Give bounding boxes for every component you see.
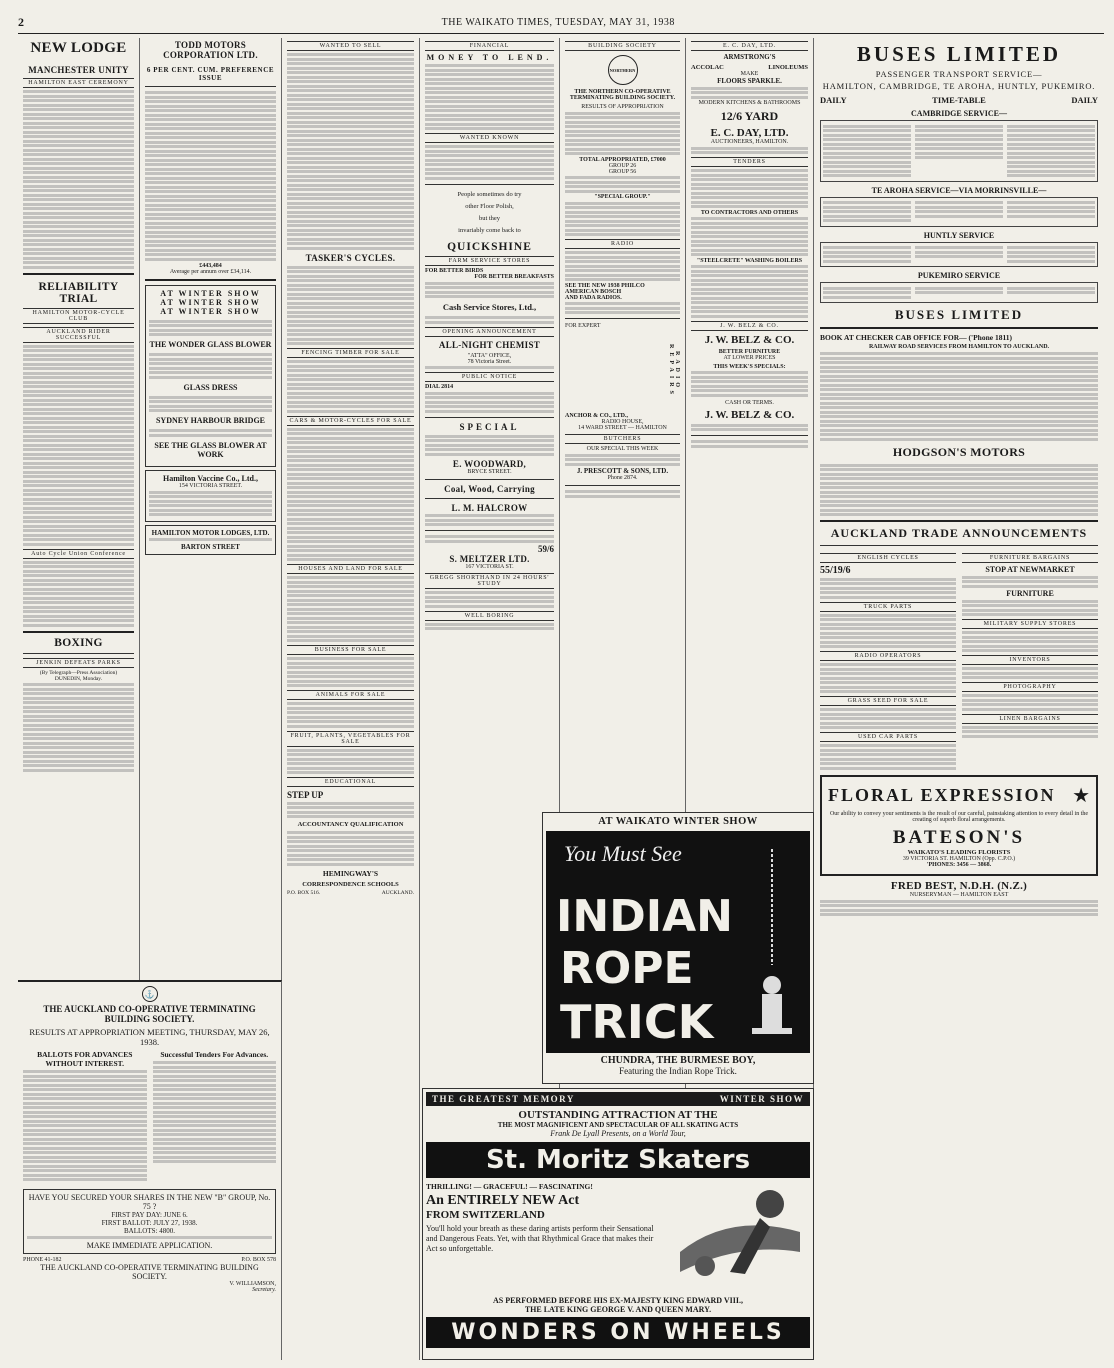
buses-footer: BUSES LIMITED [894, 307, 1024, 322]
polish-line-3: but they [478, 214, 501, 222]
fada-radios: AND FADA RADIOS. [565, 294, 622, 301]
show-line-2: AT WINTER SHOW [160, 297, 261, 307]
steelcrete: "STEELCRETE" WASHING BOILERS [696, 257, 803, 264]
armstrong: ARMSTRONG'S [723, 53, 776, 61]
todd-subhead: 6 PER CENT. CUM. PREFERENCE ISSUE [146, 66, 275, 82]
specials: THIS WEEK'S SPECIALS: [713, 363, 786, 370]
skaters-tagline: THRILLING! — GRACEFUL! — FASCINATING! [426, 1182, 593, 1191]
lodge-subhead: MANCHESTER UNITY [28, 65, 129, 75]
winter-show-ad [145, 285, 276, 467]
auctioneers: AUCTIONEERS, HAMILTON. [710, 139, 789, 145]
auckland-coop-ad [18, 980, 282, 1360]
financial-header: FINANCIAL [425, 41, 554, 51]
coop-williamson: V. WILLIAMSON, [229, 1280, 276, 1287]
correspondence-schools: CORRESPONDENCE SCHOOLS [302, 880, 399, 888]
chundra: CHUNDRA, THE BURMESE BOY, [600, 1055, 756, 1066]
philco: SEE THE NEW 1938 PHILCO [565, 282, 645, 289]
trick-word: TRICK [560, 995, 714, 1049]
todd-avg-profit: Average per annum over £34,114. [169, 268, 252, 275]
polish-line-1: People sometimes do try [457, 190, 522, 198]
trade-announcements: AUCKLAND TRADE ANNOUNCEMENTS [830, 526, 1088, 540]
glass-blower: THE WONDER GLASS BLOWER [149, 340, 272, 349]
pukemiro-service: PUKEMIRO SERVICE [917, 271, 1001, 280]
floors-sparkle: FLOORS SPARKLE. [717, 77, 782, 85]
boxing-headline: BOXING [54, 636, 103, 649]
special-group: "SPECIAL GROUP." [594, 194, 651, 200]
floral-title: FLORAL EXPRESSION [828, 785, 1056, 805]
union-section: Auto Cycle Union Conference [23, 549, 134, 559]
military-stores: MILITARY SUPPLY STORES [962, 619, 1098, 629]
column-classifieds-sale [282, 38, 420, 1360]
fred-best-sub: NURSERYMAN — HAMILTON EAST [909, 892, 1009, 898]
group-26: GROUP 26 [608, 162, 637, 169]
kitchens: MODERN KITCHENS & BATHROOMS [698, 100, 801, 106]
skaters-illustration [660, 1182, 810, 1292]
buses-subtitle-1: PASSENGER TRANSPORT SERVICE— [875, 69, 1043, 79]
see-glass-blower: SEE THE GLASS BLOWER AT WORK [154, 440, 267, 459]
prescott: J. PRESCOTT & SONS, LTD. [576, 467, 669, 475]
reliability-headline: RELIABILITY TRIAL [38, 280, 119, 305]
total-appropriated: TOTAL APPROPRIATED, £7000 [579, 156, 666, 163]
lower-prices: AT LOWER PRICES [723, 354, 776, 361]
performed-before: AS PERFORMED BEFORE HIS EX-MAJESTY KING EDWARD VIII., [492, 1296, 744, 1305]
overcoats-price: 59/6 [537, 544, 554, 554]
coop-phone: PHONE 41-182 [23, 1256, 62, 1263]
vaccine-address: 154 VICTORIA STREET. [178, 482, 243, 489]
lodge-section: HAMILTON EAST CEREMONY [23, 78, 134, 88]
our-special: OUR SPECIAL THIS WEEK [586, 446, 659, 452]
successful-tenders: Successful Tenders For Advances. [160, 1050, 269, 1059]
woodward: E. WOODWARD, [452, 458, 527, 469]
first-pay-day: FIRST PAY DAY: JUNE 6. [111, 1210, 188, 1219]
timetable-label: TIME-TABLE [932, 95, 986, 105]
contractors: TO CONTRACTORS AND OTHERS [700, 209, 799, 216]
show-line-3: AT WINTER SHOW [160, 306, 261, 316]
educational-header: EDUCATIONAL [287, 777, 414, 787]
sydney-bridge: SYDNEY HARBOUR BRIDGE [155, 416, 266, 425]
show-line-1: AT WINTER SHOW [160, 288, 261, 298]
belz-name-2: J. W. BELZ & CO. [704, 408, 795, 421]
from-switzerland: FROM SWITZERLAND [426, 1209, 545, 1221]
inventors: INVENTORS [962, 655, 1098, 665]
meltzer: S. MELTZER LTD. [449, 554, 530, 564]
skaters-ad [422, 1088, 814, 1360]
buses-subtitle-2: HAMILTON, CAMBRIDGE, TE AROHA, HUNTLY, PUKEMIRO. [822, 81, 1096, 91]
daily-left: DAILY [820, 95, 847, 105]
coop-results: RESULTS AT APPROPRIATION MEETING, THURSDAY, MAY 26, 1938. [29, 1027, 270, 1047]
truck-parts: TRUCK PARTS [820, 602, 956, 612]
indian-rope-panel [546, 831, 810, 1053]
new-group-ad [23, 1189, 276, 1254]
reliability-section: HAMILTON MOTOR-CYCLE CLUB [23, 308, 134, 324]
tenders-header: TENDERS [691, 157, 808, 167]
cambridge-service: CAMBRIDGE SERVICE— [911, 109, 1007, 118]
price-per-yard: 12/6 YARD [720, 109, 779, 123]
at-winter-show: AT WAIKATO WINTER SHOW [598, 816, 758, 827]
todd-headline: TODD MOTORS CORPORATION LTD. [163, 40, 258, 60]
boxing-section: JENKIN DEFEATS PARKS [23, 658, 134, 668]
cash-service: Cash Service Stores, Ltd., [442, 302, 537, 312]
public-notice-header: PUBLIC NOTICE [425, 372, 554, 382]
hodgson-motors: HODGSON'S MOTORS [892, 444, 1026, 459]
coop-po-box: P.O. BOX 578 [241, 1256, 276, 1263]
accountancy: ACCOUNTANCY QUALIFICATION [297, 821, 404, 828]
northern-badge-text: NORTHERN [609, 67, 636, 73]
grass-seed: GRASS SEED FOR SALE [820, 696, 956, 706]
buses-title: BUSES LIMITED [856, 42, 1062, 66]
ec-day-name: E. C. DAY, LTD. [710, 127, 789, 139]
polish-line-4: invariably come back to [458, 226, 521, 234]
motor-lodges-ad [145, 525, 276, 555]
better-birds: FOR BETTER BIRDS [425, 267, 484, 274]
have-you-secured: HAVE YOU SECURED YOUR SHARES IN THE NEW "B" GROUP, No. 75 ? [28, 1192, 271, 1211]
wanted-known-header: WANTED KNOWN [425, 133, 554, 143]
vaccine-title: Hamilton Vaccine Co., Ltd., [163, 473, 258, 483]
radio-header: RADIO [565, 239, 680, 249]
floral-text: Our ability to convey your sentiments is the result of our careful, painstaking attention to every detail in the creating of superb floral arrangements. [829, 811, 1089, 823]
skaters-title: St. Moritz Skaters [426, 1142, 810, 1178]
skaters-body: You'll hold your breath as these daring artists perform their Sensational and Dangerous Feats. Yet, with that Rhythmical Grace that makes their Act so unforgettable. [426, 1224, 654, 1253]
skaters-winter-show: WINTER SHOW [719, 1094, 804, 1104]
ballots-header: BALLOTS FOR ADVANCES WITHOUT INTEREST. [37, 1050, 133, 1068]
educational-shorthand: GREGG SHORTHAND IN 24 HOURS' STUDY [425, 573, 554, 589]
make-application: MAKE IMMEDIATE APPLICATION. [86, 1240, 213, 1250]
featuring: Featuring the Indian Rope Trick. [619, 1066, 737, 1076]
indian-word: INDIAN [556, 891, 733, 942]
halcrow: L. M. HALCROW [451, 502, 528, 513]
farm-stores: FARM SERVICE STORES [425, 256, 554, 266]
northern-badge-icon [608, 55, 638, 85]
floral-ad [820, 775, 1098, 876]
furniture-bargains: FURNITURE BARGAINS [962, 553, 1098, 563]
chemist: ALL-NIGHT CHEMIST [438, 339, 541, 350]
indian-rope-ad [542, 812, 814, 1084]
radio-house: RADIO HOUSE, [601, 419, 644, 425]
furniture: FURNITURE [1006, 589, 1054, 598]
linen-bargains: LINEN BARGAINS [962, 714, 1098, 724]
boxing-dateline: DUNEDIN, Monday. [54, 675, 103, 682]
special: SPECIAL [459, 421, 520, 432]
coop-title: THE AUCKLAND CO-OPERATIVE TERMINATING BUILDING SOCIETY. [43, 1004, 256, 1024]
coop-secretary: Secretary. [252, 1286, 276, 1293]
well-boring-header: WELL BORING [425, 611, 554, 621]
motor-lodges-title: HAMILTON MOTOR LODGES, LTD. [151, 528, 270, 537]
meltzer-address: 167 VICTORIA ST. [465, 564, 514, 570]
belz-dept-header: J. W. BELZ & CO. [691, 321, 808, 331]
coal-wood: Coal, Wood, Carrying [444, 483, 535, 494]
polish-ad [425, 189, 554, 237]
accolac: ACCOLAC [691, 64, 724, 71]
opening-header: OPENING ANNOUNCEMENT [425, 327, 554, 337]
money-to-lend: MONEY TO LEND. [426, 53, 553, 62]
boxing-byline: (By Telegraph—Press Association) [39, 669, 118, 676]
hemingway-po-box: P.O. BOX 516. [287, 889, 321, 896]
atta-office: "ATTA" OFFICE, [467, 352, 512, 359]
outstanding: OUTSTANDING ATTRACTION AT THE [518, 1109, 718, 1121]
bateson-name: BATESON'S [892, 827, 1026, 848]
houses-header: HOUSES AND LAND FOR SALE [287, 564, 414, 574]
step-up: STEP UP [287, 790, 324, 800]
reliability-section-2: AUCKLAND RIDER SUCCESSFUL [23, 327, 134, 343]
hemingway: HEMINGWAY'S [322, 868, 379, 878]
ballots-count: BALLOTS: 4800. [124, 1226, 175, 1235]
bateson-sub: WAIKATO'S LEADING FLORISTS [907, 849, 1011, 856]
vaccine-ad [145, 470, 276, 522]
de-lyall: Frank De Lyall Presents, on a World Tour, [550, 1129, 686, 1138]
american-bosch: AMERICAN BOSCH [565, 288, 622, 295]
photography: PHOTOGRAPHY [962, 682, 1098, 692]
page-number: 2 [18, 15, 25, 29]
belz-name: J. W. BELZ & CO. [704, 333, 795, 346]
new-act: An ENTIRELY NEW Act [426, 1193, 580, 1208]
rope-trick-illustration [732, 845, 804, 1045]
lodge-headline: NEW LODGE [30, 40, 127, 56]
results-header: RESULTS OF APPROPRIATION [581, 104, 664, 110]
fruit-header: FRUIT, PLANTS, VEGETABLES FOR SALE [287, 731, 414, 747]
hemingway-auckland: AUCKLAND. [381, 889, 414, 896]
group-56: GROUP 56 [608, 168, 637, 175]
used-car-parts: USED CAR PARTS [820, 732, 956, 742]
todd-total-profit: £443,484 [199, 262, 222, 269]
english-cycles: ENGLISH CYCLES [820, 553, 956, 563]
for-expert: FOR EXPERT [565, 323, 601, 329]
glass-dress: GLASS DRESS [183, 382, 238, 392]
radio-operators: RADIO OPERATORS [820, 651, 956, 661]
coop-footer: THE AUCKLAND CO-OPERATIVE TERMINATING BUILDING SOCIETY. [40, 1262, 259, 1281]
you-must-see: You Must See [564, 841, 682, 866]
make: MAKE [740, 71, 759, 77]
cars-header: CARS & MOTOR-CYCLES FOR SALE [287, 416, 414, 426]
atta-address: 78 Victoria Street. [467, 358, 512, 365]
fencing-header: FENCING TIMBER FOR SALE [287, 348, 414, 358]
fred-best: FRED BEST, N.D.H. (N.Z.) [890, 880, 1028, 892]
wanted-sell-header: WANTED TO SELL [287, 41, 414, 51]
better-furniture: BETTER FURNITURE [718, 348, 781, 355]
cash-terms: CASH OR TERMS. [725, 399, 774, 406]
ec-day-header: E. C. DAY, LTD. [691, 41, 808, 51]
tasker-ad: TASKER'S CYCLES. [305, 252, 396, 263]
business-header: BUSINESS FOR SALE [287, 645, 414, 655]
better-breakfasts: FOR BETTER BREAKFASTS [474, 273, 554, 280]
quickshine: QUICKSHINE [447, 240, 532, 253]
ward-street: 14 WARD STREET — HAMILTON [578, 425, 667, 431]
barton-street: BARTON STREET [181, 542, 240, 551]
stop-at-newmarket: STOP AT NEWMARKET [985, 565, 1075, 574]
rope-word: ROPE [560, 943, 694, 994]
skaters-banner: THE GREATEST MEMORY [432, 1094, 575, 1104]
bateson-phones: 'PHONES: 3456 — 3868. [926, 862, 992, 868]
radio-repairs: RADIO REPAIRS [668, 344, 680, 398]
te-aroha-service: TE AROHA SERVICE—VIA MORRINSVILLE— [871, 185, 1047, 195]
wonders-on-wheels: WONDERS ON WHEELS [426, 1317, 810, 1348]
cambridge-timetable [820, 120, 1098, 182]
building-society-header: BUILDING SOCIETY [565, 41, 680, 51]
northern-title: THE NORTHERN CO-OPERATIVE TERMINATING BUILDING SOCIETY. [569, 89, 676, 101]
huntly-service: HUNTLY SERVICE [923, 230, 995, 240]
book-checker-cab: BOOK AT CHECKER CAB OFFICE FOR— ('Phone 1811) [820, 333, 1013, 342]
reliability-article [23, 345, 134, 546]
bateson-address: 39 VICTORIA ST. HAMILTON (Opp. C.P.O.) [902, 856, 1016, 862]
lodge-article [23, 90, 134, 269]
anchor-icon: ⚓ [142, 986, 158, 1002]
woodward-address: BRYCE STREET. [467, 468, 512, 475]
first-ballot: FIRST BALLOT: JULY 27, 1938. [101, 1218, 198, 1227]
linoleums: LINOLEUMS [768, 64, 808, 71]
star-icon: ★ [1072, 785, 1090, 807]
daily-right: DAILY [1071, 95, 1098, 105]
railway-services: RAILWAY ROAD SERVICES FROM HAMILTON TO AUCKLAND. [868, 344, 1050, 350]
animals-header: ANIMALS FOR SALE [287, 690, 414, 700]
column-buses-trade [814, 38, 1104, 1360]
newspaper-title: THE WAIKATO TIMES, TUESDAY, MAY 31, 1938 [441, 17, 675, 28]
late-king: THE LATE KING GEORGE V. AND QUEEN MARY. [524, 1305, 712, 1314]
most-magnificent: THE MOST MAGNIFICENT AND SPECTACULAR OF ALL SKATING ACTS [497, 1121, 739, 1129]
butchers-header: BUTCHERS [565, 434, 680, 444]
masthead [18, 12, 1104, 34]
polish-line-2: other Floor Polish, [465, 202, 514, 210]
prescott-phone: Phone 2874. [607, 475, 638, 481]
anchor-co: ANCHOR & CO., LTD., [565, 413, 628, 419]
dial-number: DIAL 2814 [425, 384, 454, 390]
cycle-price: 55/19/6 [820, 565, 851, 576]
